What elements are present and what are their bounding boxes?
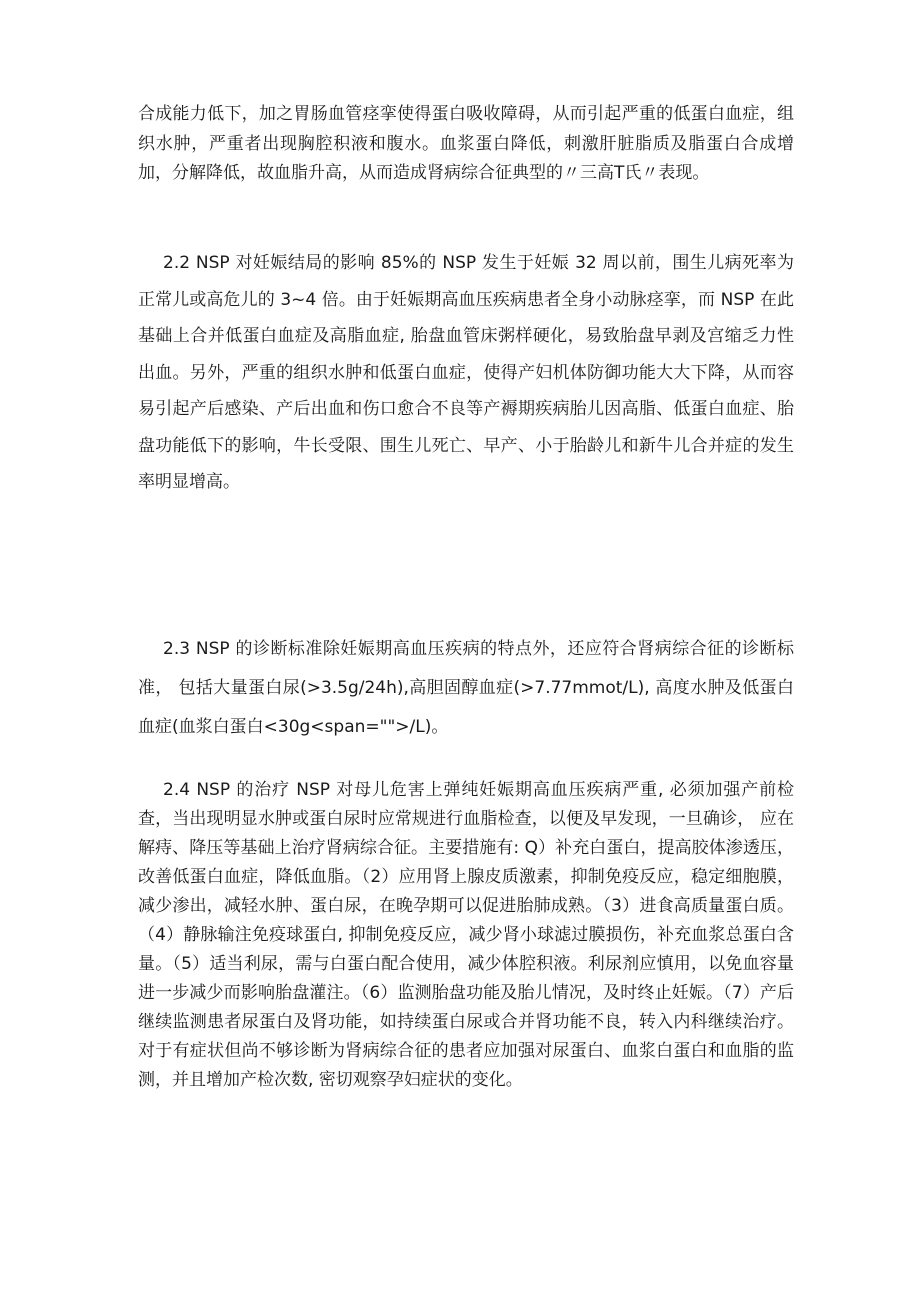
paragraph-treatment: 2.4 NSP 的治疗 NSP 对母儿危害上弹纯妊娠期高血压疾病严重, 必须加强产前检查，当出现明显水肿或蛋白尿时应常规进行血脂检查，以便及早发现，一旦确诊， 应在解痔、降压等基础上治疗肾病综合征。主要措施有: Q）补充白蛋白，提高胶体渗透压，改善低蛋白血症，降低血脂。（2）应用肾上腺皮质激素，抑制免疫反应，稳定细胞膜，减少渗出，减轻水肿、蛋白尿，在晚孕期可以促进胎肺成熟。（3）进食高质量蛋白质。（4）静脉输注免疫球蛋白, 抑制免疫反应，减少肾小球滤过膜损伤，补充血浆总蛋白含量。（5）适当利尿，需与白蛋白配合使用，减少体腔积液。利尿剂应慎用，以免血容量进一步减少而影响胎盘灌注。（6）监测胎盘功能及胎儿情况，及时终止妊娠。（7）产后继续监测患者尿蛋白及肾功能，如持续蛋白尿或合并肾功能不良，转入内科继续治疗。对于有症状但尚不够诊断为肾病综合征的患者应加强对尿蛋白、血浆白蛋白和血脂的监测，并且增加产检次数, 密切观察孕妇症状的变化。 xyxy=(138,780,794,1090)
paragraph-diagnostic-criteria: 2.3 NSP 的诊断标准除妊娠期高血压疾病的特点外，还应符合肾病综合征的诊断标准， 包括大量蛋白尿(>3.5g/24h),高胆固醇血症(>7.77mmot∕L), 高度水肿及低蛋白血症(血浆白蛋白<30g<span="">/L)。 xyxy=(138,639,794,737)
paragraph-pathophysiology: 合成能力低下，加之胃肠血管痉挛使得蛋白吸收障碍，从而引起严重的低蛋白血症，组织水肿，严重者出现胸腔积液和腹水。血浆蛋白降低，刺激肝脏脂质及脂蛋白合成增加，分解降低，故血脂升高，从而造成肾病综合征典型的〃三高T氏〃表现。 xyxy=(138,104,794,183)
paragraph-pregnancy-outcome: 2.2 NSP 对妊娠结局的影响 85%的 NSP 发生于妊娠 32 周以前，围生儿病死率为正常儿或高危儿的 3~4 倍。由于妊娠期高血压疾病患者全身小动脉痉挛，而 NSP 在此基础上合并低蛋白血症及高脂血症, 胎盘血管床粥样硬化，易致胎盘早剥及宫缩乏力性出血。另外，严重的组织水肿和低蛋白血症，使得产妇机体防御功能大大下降，从而容易引起产后感染、产后出血和伤口愈合不良等产褥期疾病胎儿因高脂、低蛋白血症、胎盘功能低下的影响，牛长受限、围生儿死亡、早产、小于胎龄儿和新牛儿合并症的发生率明显增高。 xyxy=(138,253,794,492)
